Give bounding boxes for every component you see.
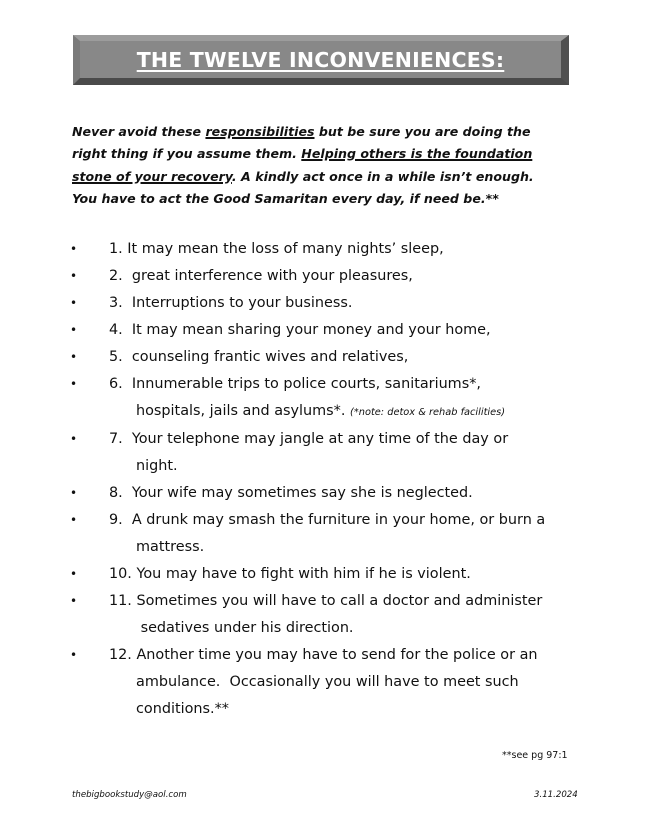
- list-item-line-text: hospitals, jails and asylums*.: [136, 403, 351, 419]
- list-item-text: [0, 344, 647, 371]
- list-item-text: [0, 371, 647, 398]
- item-note: (*note: detox & rehab facilities): [350, 407, 506, 418]
- footer-email: thebigbookstudy@aol.com: [72, 790, 187, 800]
- intro-underlined-text: Helping others is the foundation: [301, 146, 533, 162]
- list-item-continuation: [0, 534, 647, 561]
- list-item-text: [0, 642, 647, 669]
- list-item: [0, 263, 647, 290]
- intro-text: right thing if you assume them.: [72, 146, 302, 162]
- intro-line: [72, 166, 552, 188]
- list-item-line-text: 3. Interruptions to your business.: [109, 295, 353, 311]
- bullet-icon: •: [70, 513, 78, 527]
- list-item-line-text: 4. It may mean sharing your money and your home,: [109, 322, 491, 338]
- bullet-icon: •: [70, 323, 78, 337]
- footnote-reference: **see pg 97:1: [502, 750, 568, 761]
- list-item-line-text: 5. counseling frantic wives and relatives,: [109, 349, 409, 365]
- list-item-text: [0, 236, 647, 263]
- list-item-line-text: mattress.: [136, 539, 205, 555]
- list-item-continuation: [0, 398, 647, 426]
- bullet-icon: •: [70, 567, 78, 581]
- list-item-line-text: night.: [136, 458, 178, 474]
- intro-paragraph: [72, 121, 552, 210]
- list-item-text: [0, 480, 647, 507]
- intro-text: Never avoid these: [72, 124, 206, 139]
- bullet-icon: •: [70, 486, 78, 500]
- list-item: [0, 236, 647, 263]
- list-item-line-text: sedatives under his direction.: [136, 620, 354, 636]
- list-item: [0, 371, 647, 426]
- list-item: [0, 426, 647, 480]
- list-item-line-text: 7. Your telephone may jangle at any time of the day or: [109, 431, 509, 447]
- list-item-text: [0, 290, 647, 317]
- bullet-icon: •: [70, 377, 78, 391]
- list-item: [0, 480, 647, 507]
- page-title: THE TWELVE INCONVENIENCES:: [136, 47, 505, 72]
- title-banner: [73, 35, 569, 85]
- bullet-icon: •: [70, 269, 78, 283]
- list-item-line-text: 12. Another time you may have to send for the police or an: [109, 647, 538, 663]
- list-item-text: [0, 426, 647, 453]
- list-item-text: [0, 507, 647, 534]
- list-item-text: [0, 588, 647, 615]
- bullet-icon: •: [70, 432, 78, 446]
- list-item: [0, 561, 647, 588]
- intro-line: [72, 121, 552, 143]
- list-item: [0, 317, 647, 344]
- list-item-line-text: 10. You may have to fight with him if he is violent.: [109, 566, 471, 582]
- list-item-continuation: [0, 453, 647, 480]
- intro-line: [72, 188, 552, 210]
- list-item-line-text: 1. It may mean the loss of many nights’ sleep,: [109, 241, 444, 257]
- intro-text: You have to act the Good Samaritan every day, if need be.**: [72, 190, 499, 206]
- intro-underlined-text: stone of your recovery: [72, 168, 232, 184]
- footer-date: 3.11.2024: [534, 790, 578, 800]
- bullet-icon: •: [70, 242, 78, 256]
- list-item-line-text: 2. great interference with your pleasures,: [109, 268, 413, 284]
- list-item-line-text: ambulance. Occasionally you will have to meet such: [136, 674, 519, 690]
- list-item: [0, 344, 647, 371]
- list-item: [0, 290, 647, 317]
- list-item: [0, 588, 647, 642]
- intro-text: . A kindly act once in a while isn’t enough.: [231, 168, 534, 184]
- bullet-icon: •: [70, 594, 78, 608]
- list-item: [0, 642, 647, 723]
- list-item-line-text: 11. Sometimes you will have to call a doctor and administer: [109, 593, 543, 609]
- intro-text: but be sure you are doing the: [314, 124, 531, 139]
- list-item-text: [0, 561, 647, 588]
- list-item-text: [0, 317, 647, 344]
- list-item-continuation: [0, 615, 647, 642]
- bullet-icon: •: [70, 350, 78, 364]
- list-item-line-text: 6. Innumerable trips to police courts, sanitariums*,: [109, 376, 481, 392]
- list-item-continuation: [0, 669, 647, 696]
- list-item-line-text: conditions.**: [136, 701, 229, 717]
- list-item-continuation: [0, 696, 647, 723]
- bullet-icon: •: [70, 296, 78, 310]
- list-item-line-text: 9. A drunk may smash the furniture in your home, or burn a: [109, 512, 546, 528]
- bullet-icon: •: [70, 648, 78, 662]
- list-item-text: [0, 263, 647, 290]
- intro-line: [72, 143, 552, 165]
- list-item-line-text: 8. Your wife may sometimes say she is neglected.: [109, 485, 473, 501]
- list-item: [0, 507, 647, 561]
- inconveniences-list: [0, 236, 647, 723]
- intro-underlined-text: responsibilities: [205, 124, 315, 139]
